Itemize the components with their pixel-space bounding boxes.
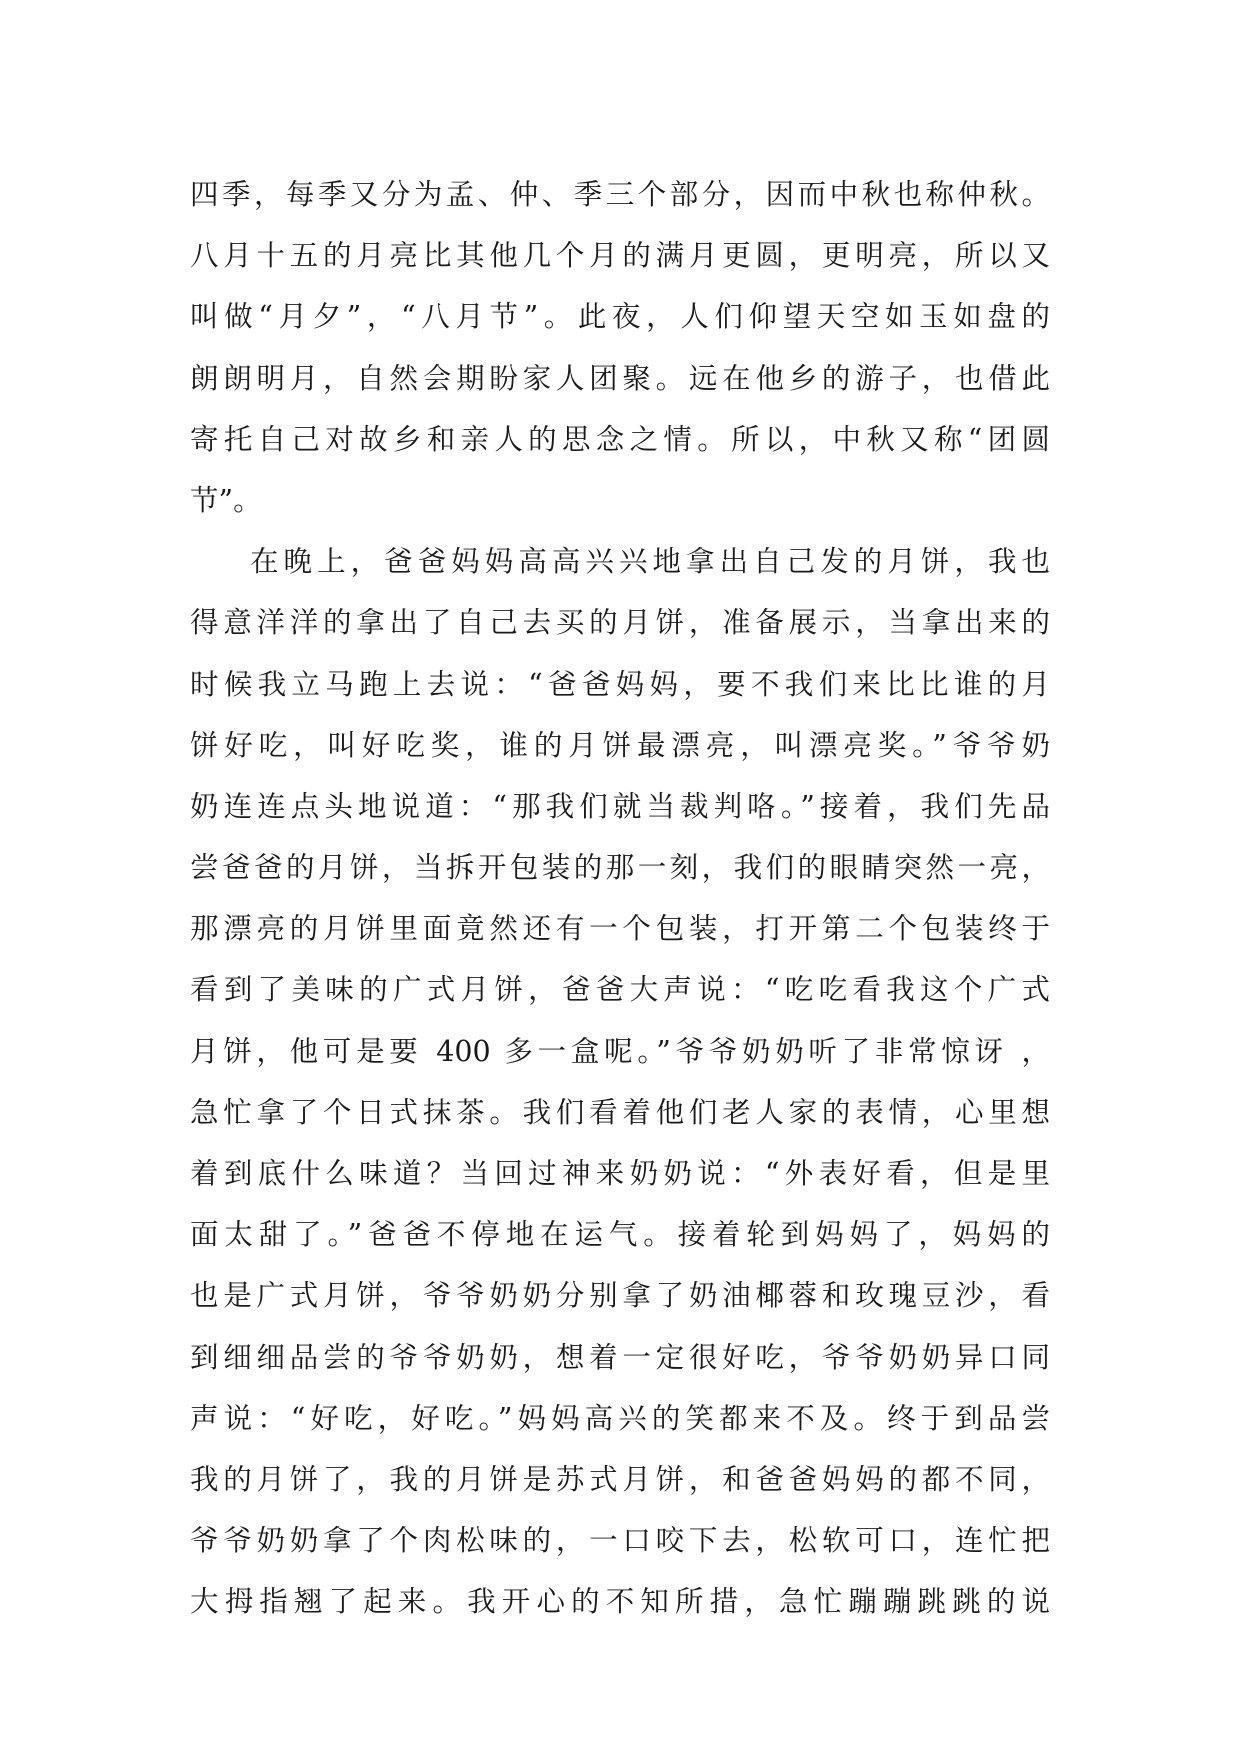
text-line: 叫做“月夕”，“八月节”。此夜，人们仰望天空如玉如盘的 [190, 300, 1050, 334]
text-line: 急忙拿了个日式抹茶。我们看着他们老人家的表情，心里想 [190, 1095, 1050, 1129]
text-line: 面太甜了。”爸爸不停地在运气。接着轮到妈妈了，妈妈的 [190, 1218, 1050, 1252]
paragraph-first-line: 在晚上，爸爸妈妈高高兴兴地拿出自己发的月饼，我也 [250, 545, 1050, 579]
text-line: 那漂亮的月饼里面竟然还有一个包装，打开第二个包装终于 [190, 912, 1050, 946]
text-line: 月饼，他可是要 400 多一盒呢。”爷爷奶奶听了非常惊讶 ， [190, 1034, 1050, 1068]
text-line: 得意洋洋的拿出了自己去买的月饼，准备展示，当拿出来的 [190, 606, 1050, 640]
text-line: 我的月饼了，我的月饼是苏式月饼，和爸爸妈妈的都不同， [190, 1462, 1050, 1496]
text-line: 到细细品尝的爷爷奶奶，想着一定很好吃，爷爷奶奶异口同 [190, 1340, 1050, 1374]
text-line: 看到了美味的广式月饼，爸爸大声说：“吃吃看我这个广式 [190, 973, 1050, 1007]
text-line: 饼好吃，叫好吃奖，谁的月饼最漂亮，叫漂亮奖。”爷爷奶 [190, 728, 1050, 762]
text-line: 大拇指翘了起来。我开心的不知所措，急忙蹦蹦跳跳的说 [190, 1585, 1050, 1619]
body-text [190, 164, 1050, 1633]
text-line: 节”。 [190, 483, 262, 517]
text-line: 奶连连点头地说道：“那我们就当裁判咯。”接着，我们先品 [190, 789, 1050, 823]
text-line: 寄托自己对故乡和亲人的思念之情。所以，中秋又称“团圆 [190, 422, 1050, 456]
text-line: 声说：“好吃，好吃。”妈妈高兴的笑都来不及。终于到品尝 [190, 1401, 1050, 1435]
text-line: 也是广式月饼，爷爷奶奶分别拿了奶油椰蓉和玫瑰豆沙，看 [190, 1279, 1050, 1313]
text-line: 爷爷奶奶拿了个肉松味的，一口咬下去，松软可口，连忙把 [190, 1524, 1050, 1558]
text-line: 尝爸爸的月饼，当拆开包装的那一刻，我们的眼睛突然一亮， [190, 851, 1050, 885]
text-line: 时候我立马跑上去说：“爸爸妈妈，要不我们来比比谁的月 [190, 667, 1050, 701]
text-line: 八月十五的月亮比其他几个月的满月更圆，更明亮，所以又 [190, 239, 1050, 273]
text-line: 朗朗明月，自然会期盼家人团聚。远在他乡的游子，也借此 [190, 361, 1050, 395]
text-line: 着到底什么味道？当回过神来奶奶说：“外表好看，但是里 [190, 1157, 1050, 1190]
text-line: 四季，每季又分为孟、仲、季三个部分，因而中秋也称仲秋。 [190, 178, 1050, 211]
